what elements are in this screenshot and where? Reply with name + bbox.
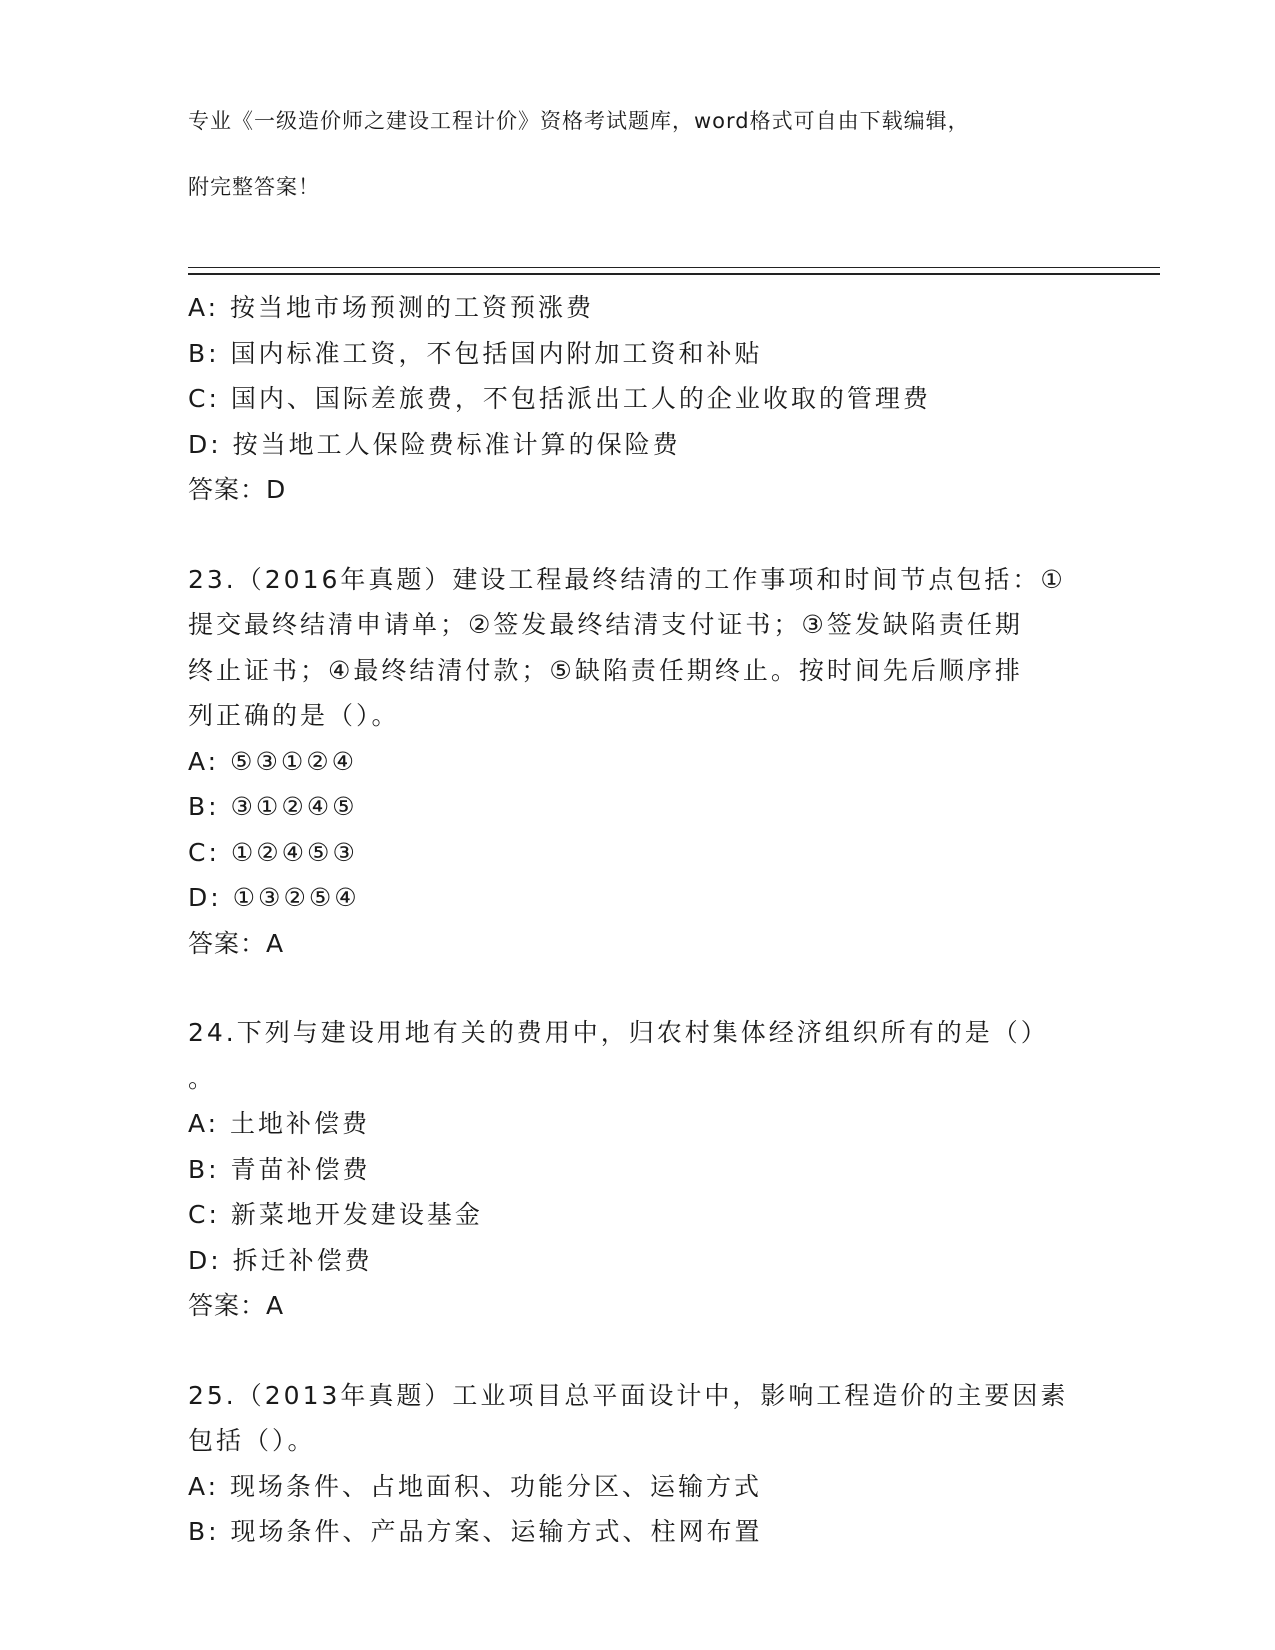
option-a: A: 现场条件、占地面积、功能分区、运输方式	[188, 1471, 763, 1501]
spacer	[188, 1329, 1160, 1373]
question-stem	[188, 1010, 1160, 1101]
question-line: 列正确的是（）。	[188, 701, 400, 730]
question-line: 包括（）。	[188, 1426, 316, 1455]
question-line: 23.（2016年真题）建设工程最终结清的工作事项和时间节点包括：①	[188, 564, 1066, 594]
spacer	[188, 966, 1160, 1010]
option-d: D: ①③②⑤④	[188, 883, 360, 912]
question-line: 提交最终结清申请单；②签发最终结清支付证书；③签发缺陷责任期	[188, 610, 1023, 639]
question-23	[188, 557, 1160, 967]
question-stem	[188, 557, 1160, 739]
option-c: C: ①②④⑤③	[188, 837, 358, 867]
option-c: C: 新菜地开发建设基金	[188, 1200, 483, 1229]
spacer	[188, 513, 1160, 557]
option-b: B: 现场条件、产品方案、运输方式、柱网布置	[188, 1517, 763, 1546]
document-header	[188, 72, 1160, 237]
answer: 答案：A	[188, 1291, 285, 1320]
question-22-tail	[188, 285, 1160, 513]
option-b: B: ③①②④⑤	[188, 792, 358, 821]
question-line: 。	[188, 1063, 217, 1093]
question-line: 25.（2013年真题）工业项目总平面设计中，影响工程造价的主要因素	[188, 1380, 1069, 1410]
option-d: D: 拆迁补偿费	[188, 1245, 373, 1275]
option-a: A: ⑤③①②④	[188, 746, 358, 776]
answer: 答案：A	[188, 928, 285, 958]
question-stem	[188, 1373, 1160, 1464]
option-c: C: 国内、国际差旅费，不包括派出工人的企业收取的管理费	[188, 384, 931, 413]
question-line: 24.下列与建设用地有关的费用中，归农村集体经济组织所有的是（）	[188, 1018, 1049, 1047]
answer: 答案：D	[188, 475, 287, 504]
question-25	[188, 1373, 1160, 1555]
header-line: 专业《一级造价师之建设工程计价》资格考试题库，word格式可自由下载编辑，	[188, 109, 970, 133]
option-b: B: 国内标准工资，不包括国内附加工资和补贴	[188, 338, 763, 368]
option-a: A: 土地补偿费	[188, 1109, 371, 1138]
header-divider	[188, 267, 1160, 275]
option-a: A: 按当地市场预测的工资预涨费	[188, 293, 595, 322]
option-b: B: 青苗补偿费	[188, 1154, 371, 1184]
question-24	[188, 1010, 1160, 1329]
option-d: D: 按当地工人保险费标准计算的保险费	[188, 429, 681, 459]
document-page	[188, 72, 1160, 1555]
question-line: 终止证书；④最终结清付款；⑤缺陷责任期终止。按时间先后顺序排	[188, 655, 1023, 685]
question-list	[188, 285, 1160, 1555]
header-line: 附完整答案！	[188, 175, 320, 199]
